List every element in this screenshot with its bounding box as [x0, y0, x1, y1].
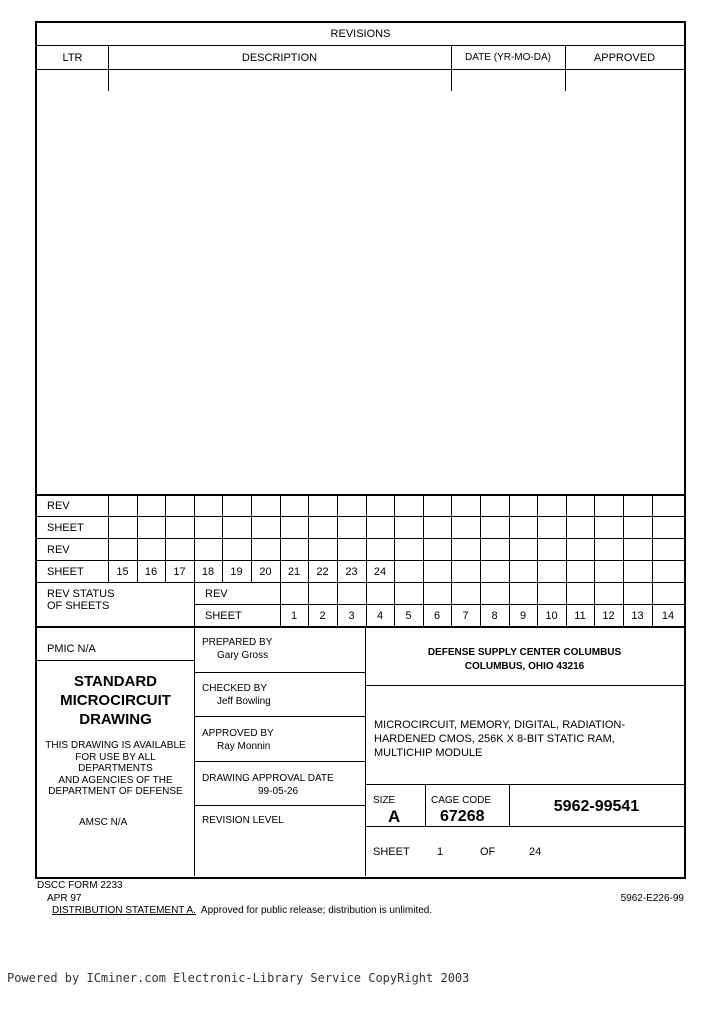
size-value: A	[388, 807, 401, 826]
agency-name: DEFENSE SUPPLY CENTER COLUMBUS	[427, 647, 622, 658]
sheet-number-cell: 13	[631, 610, 644, 622]
divider	[37, 45, 684, 46]
divider	[37, 69, 684, 70]
sheet-number-cell: 20	[259, 566, 272, 578]
distribution-statement	[52, 905, 432, 917]
drawing-description: MICROCIRCUIT, MEMORY, DIGITAL, RADIATION- HARDENED CMOS, 256K X 8-BIT STATIC RAM, MULTICHIP MODULE	[374, 719, 625, 759]
sheet-number-cell: 2	[319, 610, 326, 622]
grid-line	[451, 494, 452, 582]
sheet-number-cell: 7	[462, 610, 469, 622]
rev-label: REV	[205, 588, 228, 600]
sheet-label: SHEET	[205, 610, 242, 622]
divider	[37, 582, 684, 583]
standard-title: STANDARD MICROCIRCUIT DRAWING	[60, 673, 171, 728]
grid-line	[652, 494, 653, 582]
sheet-number-cell: 5	[405, 610, 412, 622]
divider	[37, 538, 684, 539]
divider	[365, 784, 684, 785]
grid-line	[623, 494, 624, 582]
form-number: DSCC FORM 2233	[37, 880, 123, 891]
divider	[37, 660, 194, 661]
grid-line	[194, 582, 195, 626]
grid-line	[594, 494, 595, 582]
divider	[194, 805, 365, 806]
revisions-title: REVISIONS	[330, 28, 391, 40]
prepared-by-name: Gary Gross	[217, 650, 269, 661]
sheet-number-cell: 12	[602, 610, 615, 622]
agency-address: COLUMBUS, OHIO 43216	[464, 661, 585, 672]
cage-code-value: 67268	[440, 808, 485, 825]
sheet-number-cell: 3	[348, 610, 355, 622]
grid-line	[684, 494, 685, 582]
grid-line	[394, 494, 395, 582]
checked-by-label: CHECKED BY	[202, 683, 268, 694]
approved-by-label: APPROVED BY	[202, 728, 274, 739]
distribution-text: Approved for public release; distribution is unlimited.	[195, 905, 433, 916]
form-date: APR 97	[47, 893, 82, 904]
sheet-number-cell: 11	[574, 610, 586, 622]
of-label: OF	[480, 846, 496, 858]
approval-date: 99-05-26	[258, 786, 299, 797]
divider	[425, 784, 426, 826]
sheet-label: SHEET	[373, 846, 410, 858]
divider	[365, 826, 684, 827]
grid-line	[684, 582, 685, 626]
sheet-number-cell: 10	[545, 610, 558, 622]
revision-level-label: REVISION LEVEL	[202, 815, 284, 826]
pmic-label: PMIC N/A	[47, 643, 96, 655]
document-code: 5962-E226-99	[620, 893, 684, 904]
divider	[37, 516, 684, 517]
sheet-label: SHEET	[47, 522, 84, 534]
approval-date-label: DRAWING APPROVAL DATE	[202, 773, 334, 784]
rev-label: REV	[47, 500, 70, 512]
sheet-number-cell: 14	[661, 610, 675, 622]
col-ltr-header: LTR	[62, 52, 83, 64]
size-label: SIZE	[373, 795, 396, 806]
rev-status-label: REV STATUS OF SHEETS	[47, 588, 115, 612]
availability-statement: THIS DRAWING IS AVAILABLE FOR USE BY ALL DEPARTMENTS AND AGENCIES OF THE DEPARTMENT OF DEFENSE	[45, 740, 186, 797]
drawing-number: 5962-99541	[553, 798, 640, 815]
cage-code-label: CAGE CODE	[431, 795, 492, 806]
col-description-header: DESCRIPTION	[241, 52, 318, 64]
sheet-number-cell: 23	[345, 566, 358, 578]
sheet-number-cell: 16	[144, 566, 158, 578]
divider	[365, 685, 684, 686]
sheet-number-cell: 19	[230, 566, 243, 578]
sheet-total: 24	[529, 846, 542, 858]
sheet-number-cell: 21	[287, 566, 301, 578]
grid-line	[566, 494, 567, 582]
divider	[37, 560, 684, 561]
sheet-number-cell: 8	[491, 610, 498, 622]
watermark-text: Powered by ICminer.com Electronic-Library Service CopyRight 2003	[7, 971, 470, 985]
divider	[194, 626, 195, 876]
grid-line	[480, 494, 481, 582]
grid-line	[423, 494, 424, 582]
divider	[194, 604, 684, 605]
divider	[37, 494, 684, 496]
amsc-label: AMSC N/A	[79, 817, 128, 828]
distribution-label: DISTRIBUTION STATEMENT A.	[52, 905, 196, 916]
sheet-number: 1	[437, 846, 444, 858]
col-date-header: DATE (YR-MO-DA)	[465, 52, 551, 63]
sheet-number-cell: 4	[376, 610, 384, 622]
rev-label: REV	[47, 544, 70, 556]
divider	[194, 761, 365, 762]
col-approved-header: APPROVED	[593, 52, 656, 64]
sheet-number-cell: 22	[316, 566, 329, 578]
sheet-number-cell: 18	[201, 566, 215, 578]
sheet-number-cell: 9	[519, 610, 527, 622]
grid-line	[509, 494, 510, 582]
sheet-number-cell: 6	[433, 610, 441, 622]
sheet-number-cell: 17	[173, 566, 186, 578]
sheet-number-cell: 1	[290, 610, 298, 622]
divider	[194, 672, 365, 673]
approved-by-name: Ray Monnin	[217, 741, 271, 752]
sheet-number-cell: 15	[116, 566, 129, 578]
checked-by-name: Jeff Bowling	[217, 696, 271, 707]
sheet-label: SHEET	[47, 566, 84, 578]
divider	[194, 716, 365, 717]
prepared-by-label: PREPARED BY	[202, 637, 273, 648]
divider	[37, 626, 684, 628]
sheet-number-cell: 24	[373, 566, 387, 578]
grid-line	[537, 494, 538, 582]
